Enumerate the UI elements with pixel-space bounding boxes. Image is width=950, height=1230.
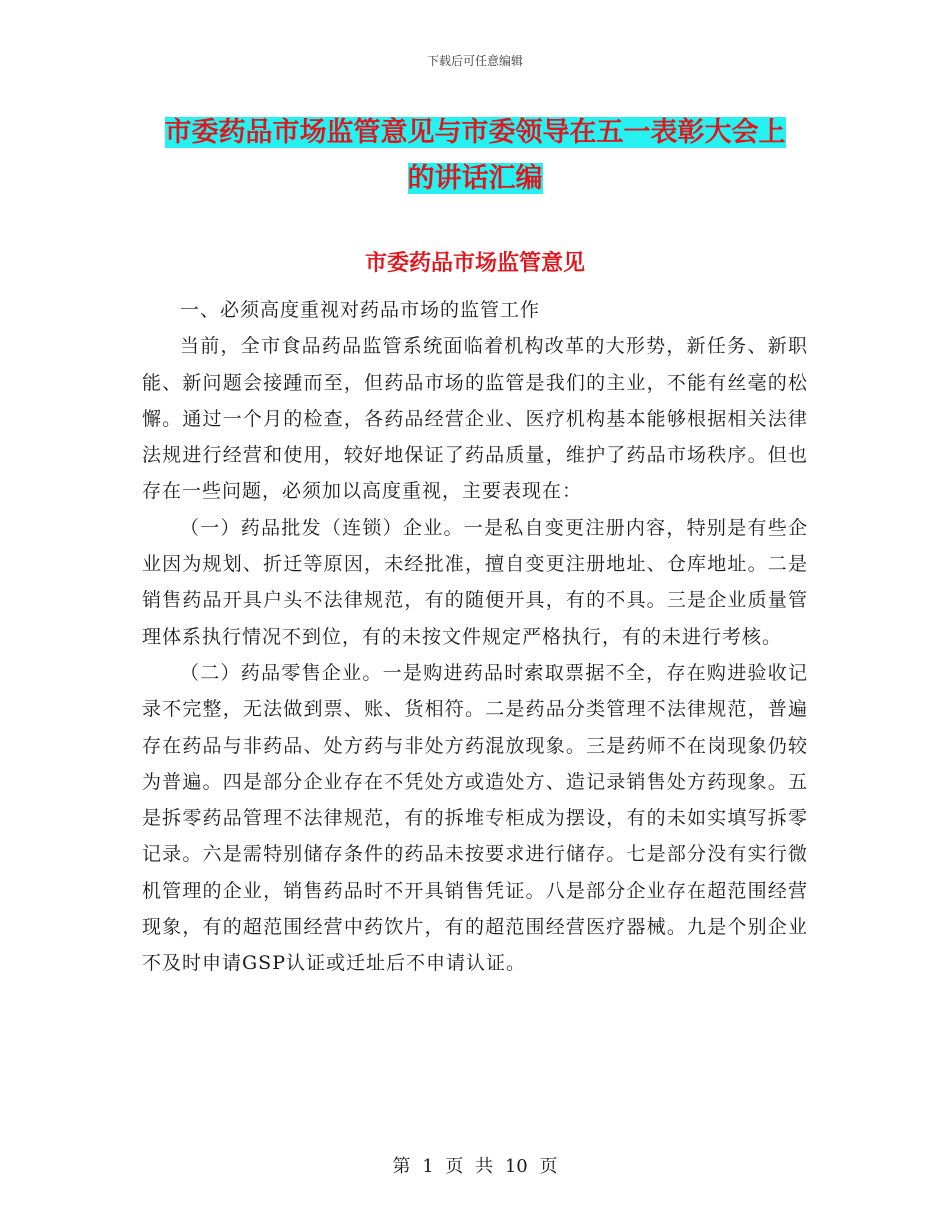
document-body (142, 292, 808, 982)
body-paragraph: （一）药品批发（连锁）企业。一是私自变更注册内容，特别是有些企业因为规划、折迁等原因，未经批准，擅自变更注册地址、仓库地址。二是销售药品开具户头不法律规范，有的随便开具，有的不具。三是企业质量管理体系执行情况不到位，有的未按文件规定严格执行，有的未进行考核。 (142, 516, 808, 648)
page-footer: 第 1 页 共 10 页 (392, 1156, 558, 1177)
body-paragraph: 当前，全市食品药品监管系统面临着机构改革的大形势，新任务、新职能、新问题会接踵而至，但药品市场的监管是我们的主业，不能有丝毫的松懈。通过一个月的检查，各药品经营企业、医疗机构基本能够根据相关法律法规进行经营和使用，较好地保证了药品质量，维护了药品市场秩序。但也存在一些问题，必须加以高度重视，主要表现在： (142, 335, 808, 503)
document-title (150, 110, 800, 202)
heading-paragraph: 一、必须高度重视对药品市场的监管工作 (180, 299, 541, 321)
section-title: 市委药品市场监管意见 (364, 250, 585, 276)
header-note: 下载后可任意编辑 (426, 54, 523, 68)
document-title-line-2: 的讲话汇编 (407, 163, 543, 194)
body-paragraph: （二）药品零售企业。一是购进药品时索取票据不全，存在购进验收记录不完整，无法做到票、账、货相符。二是药品分类管理不法律规范，普遍存在药品与非药品、处方药与非处方药混放现象。三是药师不在岗现象仍较为普遍。四是部分企业存在不凭处方或造处方、造记录销售处方药现象。五是拆零药品管理不法律规范，有的拆堆专柜成为摆设，有的未如实填写拆零记录。六是需特别储存条件的药品未按要求进行储存。七是部分没有实行微机管理的企业，销售药品时不开具销售凭证。八是部分企业存在超范围经营现象，有的超范围经营中药饮片，有的超范围经营医疗器械。九是个别企业不及时申请GSP认证或迁址后不申请认证。 (142, 661, 808, 975)
document-title-line-1: 市委药品市场监管意见与市委领导在五一表彰大会上 (164, 117, 786, 148)
